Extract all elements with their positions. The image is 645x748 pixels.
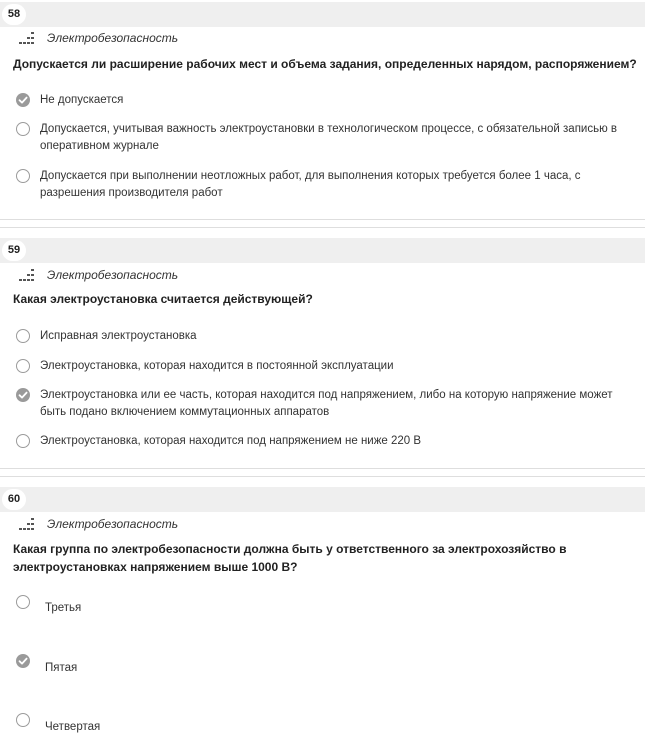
divider bbox=[0, 476, 645, 477]
radio-button[interactable] bbox=[16, 434, 30, 448]
radio-button[interactable] bbox=[16, 169, 30, 183]
radio-button[interactable] bbox=[16, 359, 30, 373]
topic-label: Электробезопасность bbox=[47, 31, 179, 45]
checkmark-icon bbox=[16, 388, 30, 402]
topic-label: Электробезопасность bbox=[47, 517, 179, 531]
topic-label: Электробезопасность bbox=[47, 268, 179, 282]
divider bbox=[0, 227, 645, 228]
question-text: Какая группа по электробезопасности должна быть у ответственного за электрохозяйство в электроустановках напряжением выше 1000 В? bbox=[13, 542, 567, 574]
radio-button[interactable] bbox=[16, 122, 30, 136]
radio-button[interactable] bbox=[16, 595, 30, 609]
question-topic bbox=[19, 31, 178, 45]
radio-button[interactable] bbox=[16, 329, 30, 343]
option-label: Электроустановка или ее часть, которая находится под напряжением, либо на которую напряжение может быть подано включением коммутационных аппаратов bbox=[40, 389, 613, 418]
radio-button[interactable] bbox=[16, 713, 30, 727]
question-header bbox=[0, 238, 645, 263]
question-number: 58 bbox=[2, 4, 26, 25]
question-topic bbox=[19, 517, 178, 531]
option-label: Допускается при выполнении неотложных работ, для выполнения которых требуется более 1 часа, с разрешения производителя работ bbox=[40, 170, 581, 199]
divider bbox=[0, 219, 645, 220]
radio-button-selected[interactable] bbox=[16, 654, 30, 668]
question-text: Какая электроустановка считается действующей? bbox=[13, 292, 313, 306]
radio-button-selected[interactable] bbox=[16, 388, 30, 402]
option-label: Четвертая bbox=[45, 721, 101, 733]
question-number: 59 bbox=[2, 240, 26, 261]
option-label: Электроустановка, которая находится в постоянной эксплуатации bbox=[40, 360, 394, 372]
divider bbox=[0, 468, 645, 469]
checkmark-icon bbox=[16, 654, 30, 668]
option-label: Третья bbox=[45, 602, 82, 614]
option-label: Пятая bbox=[45, 662, 78, 674]
hierarchy-icon bbox=[19, 518, 34, 530]
question-text: Допускается ли расширение рабочих мест и объема задания, определенных нарядом, распоряжением? bbox=[13, 57, 637, 71]
option-label: Допускается, учитывая важность электроустановки в технологическом процессе, с обязательной записью в оперативном журнале bbox=[40, 123, 618, 152]
radio-button-selected[interactable] bbox=[16, 93, 30, 107]
hierarchy-icon bbox=[19, 269, 34, 281]
option-label: Исправная электроустановка bbox=[40, 330, 197, 342]
hierarchy-icon bbox=[19, 32, 34, 44]
option-label: Электроустановка, которая находится под напряжением не ниже 220 В bbox=[40, 435, 422, 447]
option-label: Не допускается bbox=[40, 94, 124, 106]
checkmark-icon bbox=[16, 93, 30, 107]
question-header bbox=[0, 2, 645, 27]
question-topic bbox=[19, 268, 178, 282]
question-number: 60 bbox=[2, 489, 26, 510]
question-header bbox=[0, 487, 645, 512]
